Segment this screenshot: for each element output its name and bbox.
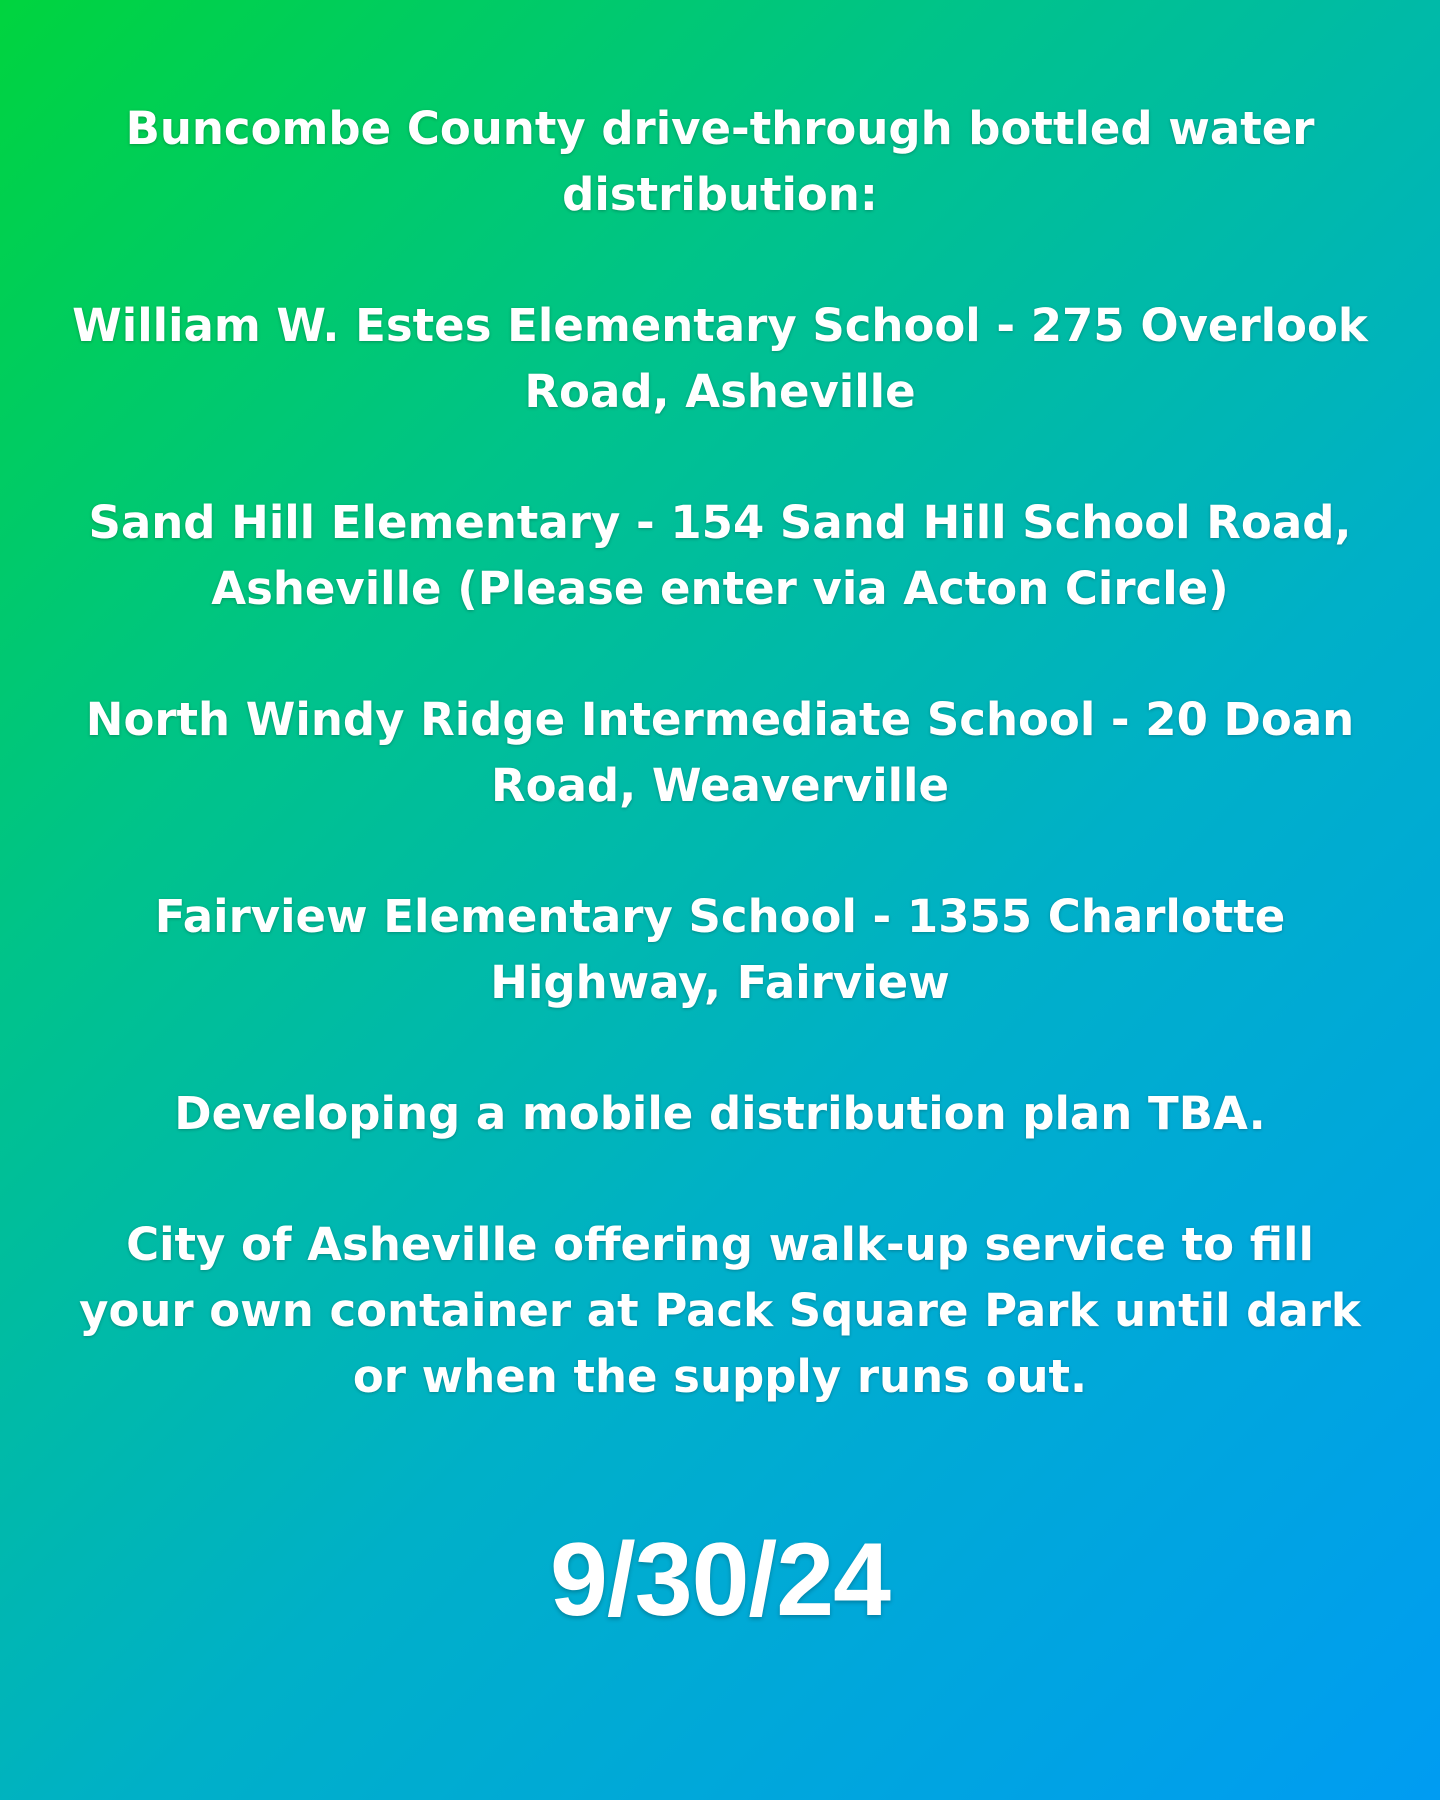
mobile-plan-note: Developing a mobile distribution plan TBA. [174, 1087, 1266, 1140]
heading: Buncombe County drive-through bottled water distribution: [125, 102, 1315, 221]
city-notice: City of Asheville offering walk-up service to fill your own container at Pack Square Park until dark or when the supply runs out. [79, 1218, 1361, 1403]
location-sand-hill: Sand Hill Elementary - 154 Sand Hill School Road, Asheville (Please enter via Acton Circle) [88, 496, 1352, 615]
location-north-windy-ridge: North Windy Ridge Intermediate School - 20 Doan Road, Weaverville [85, 693, 1355, 812]
date-label: 9/30/24 [550, 1522, 890, 1638]
location-fairview: Fairview Elementary School - 1355 Charlotte Highway, Fairview [154, 890, 1286, 1009]
location-estes: William W. Estes Elementary School - 275 Overlook Road, Asheville [72, 299, 1368, 418]
